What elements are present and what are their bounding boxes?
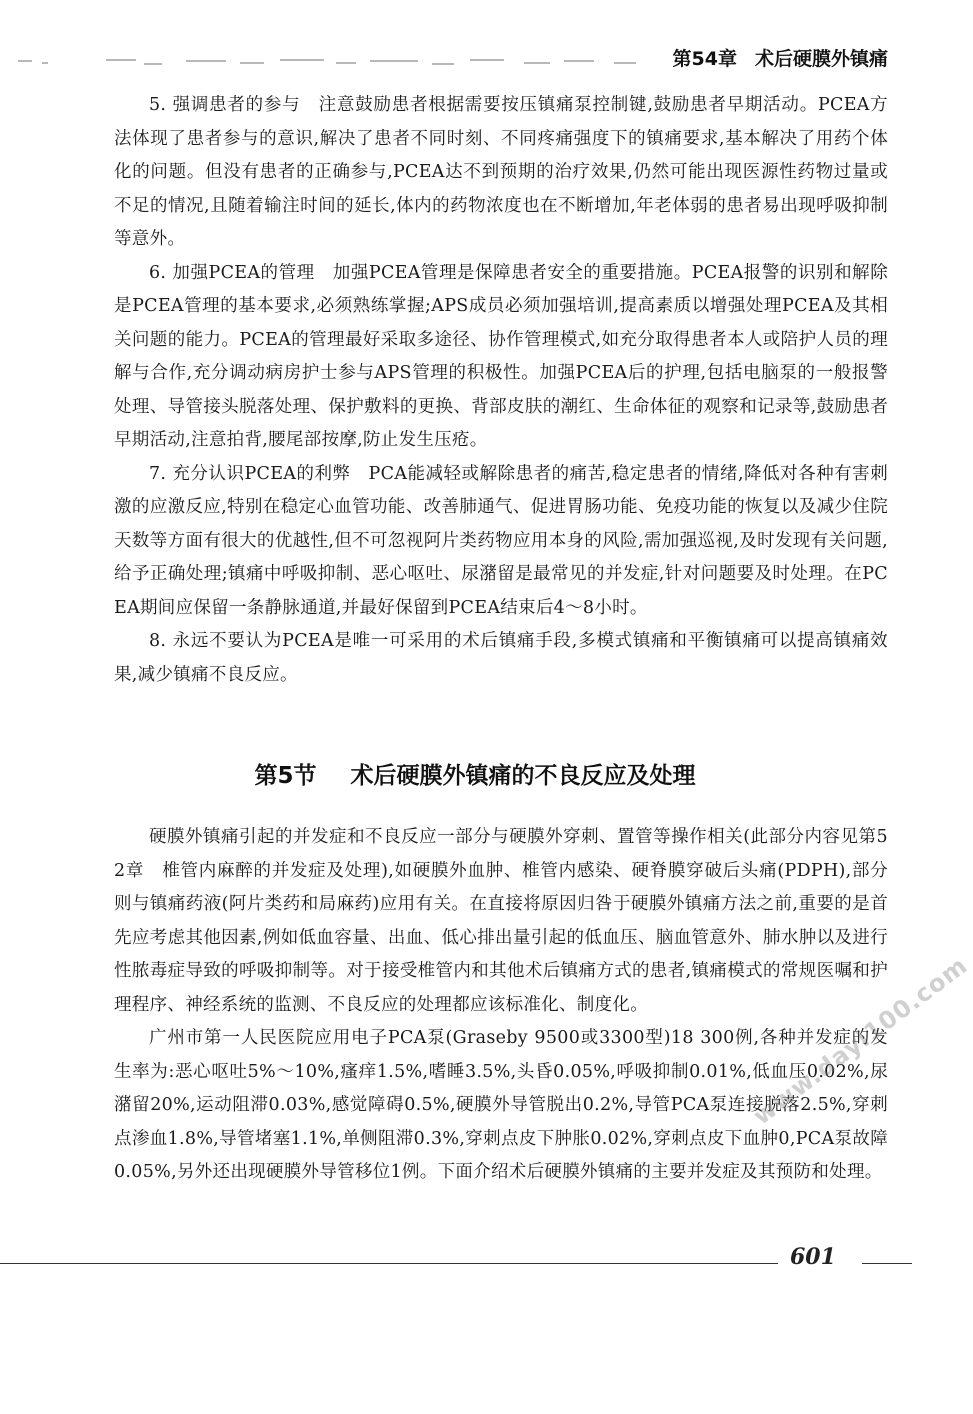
section-number: 第5节 (254, 763, 317, 789)
section-heading (0, 757, 950, 790)
paragraph-intro: 硬膜外镇痛引起的并发症和不良反应一部分与硬膜外穿刺、置管等操作相关(此部分内容见第52章 椎管内麻醉的并发症及处理),如硬膜外血肿、椎管内感染、硬脊膜穿破后头痛(PDPH),部分则与镇痛药液(阿片类药和局麻药)应用有关。在直接将原因归咎于硬膜外镇痛方法之前,重要的是首先应考虑其他因素,例如低血容量、出血、低心排出量引起的低血压、脑血管意外、肺水肿以及进行性脓毒症导致的呼吸抑制等。对于接受椎管内和其他术后镇痛方式的患者,镇痛模式的常规医嘱和护理程序、神经系统的监测、不良反应的处理都应该标准化、制度化。 (114, 827, 888, 1015)
paragraph-6: 6. 加强PCEA的管理 加强PCEA管理是保障患者安全的重要措施。PCEA报警的识别和解除是PCEA管理的基本要求,必须熟练掌握;APS成员必须加强培训,提高素质以增强处理PCEA及其相关问题的能力。PCEA的管理最好采取多途径、协作管理模式,如充分取得患者本人或陪护人员的理解与合作,充分调动病房护士参与APS管理的积极性。加强PCEA后的护理,包括电脑泵的一般报警处理、导管接头脱落处理、保护敷料的更换、背部皮肤的潮红、生命体征的观察和记录等,鼓励患者早期活动,注意拍背,腰尾部按摩,防止发生压疮。 (114, 262, 888, 450)
header-scan-noise (18, 50, 640, 72)
body-text-lower (114, 821, 888, 1190)
paragraph-8: 8. 永远不要认为PCEA是唯一可采用的术后镇痛手段,多模式镇痛和平衡镇痛可以提高镇痛效果,减少镇痛不良反应。 (114, 631, 888, 685)
footer-rule-left (0, 1263, 778, 1264)
chapter-number: 第54章 (672, 48, 737, 70)
footer-rule-right (862, 1263, 912, 1264)
running-head (673, 44, 888, 71)
section-title: 术后硬膜外镇痛的不良反应及处理 (350, 763, 696, 789)
paragraph-7: 7. 充分认识PCEA的利弊 PCA能减轻或解除患者的痛苦,稳定患者的情绪,降低对各种有害刺激的应激反应,特别在稳定心血管功能、改善肺通气、促进胃肠功能、免疫功能的恢复以及减少住院天数等方面有很大的优越性,但不可忽视阿片类药物应用本身的风险,需加强巡视,及时发现有关问题,给予正确处理;镇痛中呼吸抑制、恶心呕吐、尿潴留是最常见的并发症,针对问题要及时处理。在PCEA期间应保留一条静脉通道,并最好保留到PCEA结束后4～8小时。 (114, 463, 888, 618)
watermark-text: www.dayi100.com (748, 951, 973, 1131)
chapter-title: 术后硬膜外镇痛 (754, 48, 888, 70)
paragraph-statistics: 广州市第一人民医院应用电子PCA泵(Graseby 9500或3300型)18 300例,各种并发症的发生率为:恶心呕吐5%～10%,瘙痒1.5%,嗜睡3.5%,头昏0.05%,呼吸抑制0.01%,低血压0.02%,尿潴留20%,运动阻滞0.03%,感觉障碍0.5%,硬膜外导管脱出0.2%,导管PCA泵连接脱落2.5%,穿刺点渗血1.8%,导管堵塞1.1%,单侧阻滞0.3%,穿刺点皮下肿胀0.02%,穿刺点皮下血肿0,PCA泵故障0.05%,另外还出现硬膜外导管移位1例。下面介绍术后硬膜外镇痛的主要并发症及其预防和处理。 (114, 1028, 888, 1182)
body-text-upper (114, 89, 888, 692)
paragraph-5: 5. 强调患者的参与 注意鼓励患者根据需要按压镇痛泵控制键,鼓励患者早期活动。PCEA方法体现了患者参与的意识,解决了患者不同时刻、不同疼痛强度下的镇痛要求,基本解决了用药个体化的问题。但没有患者的正确参与,PCEA达不到预期的治疗效果,仍然可能出现医源性药物过量或不足的情况,且随着输注时间的延长,体内的药物浓度也在不断增加,年老体弱的患者易出现呼吸抑制等意外。 (114, 95, 888, 249)
page-number: 601 (790, 1244, 836, 1270)
